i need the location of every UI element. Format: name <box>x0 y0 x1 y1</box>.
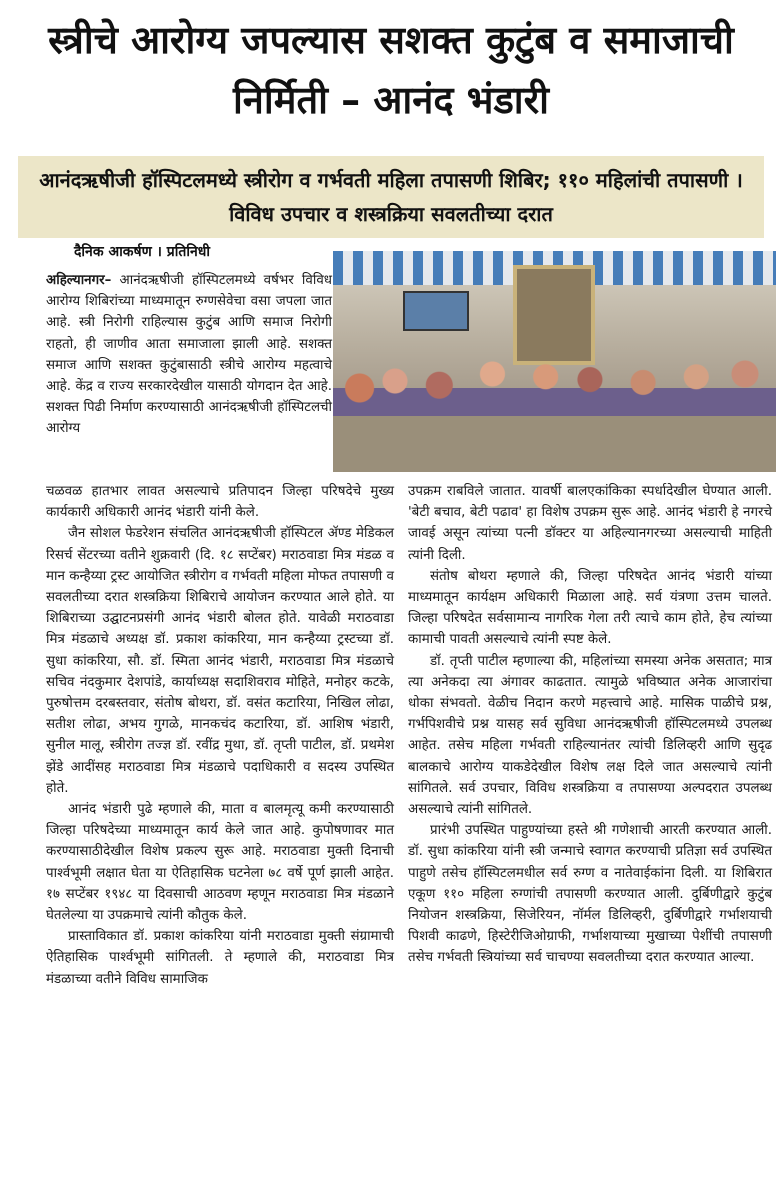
dateline-place: अहिल्यानगर– <box>46 273 112 288</box>
event-photo <box>333 251 776 472</box>
article-paragraph: डॉ. तृप्ती पाटील म्हणाल्या की, महिलांच्या समस्या अनेक असतात; मात्र त्या अनेकदा त्या अंगावर काढतात. त्यामुळे भविष्यात अनेक आजारांचा धोका संभवतो. वेळीच निदान करणे महत्त्वाचे आहे. मासिक पाळीचे प्रश्न, गर्भपिशवीचे प्रश्न यासह सर्व सुविधा आनंदऋषीजी हॉस्पिटलमध्ये उपलब्ध आहेत. तसेच महिला गर्भवती राहिल्यानंतर त्यांची डिलिव्हरी आणि सुदृढ बालकाचे आरोग्य याकडेदेखील विशेष लक्ष दिले जात असल्याचे त्यांनी सांगितले. सर्व उपचार, विविध शस्त्रक्रिया व तपासण्या अल्पदरात उपलब्ध असल्याचे त्यांनी सांगितले. <box>408 653 772 818</box>
article-column-right <box>408 481 772 969</box>
article-paragraph: प्रास्ताविकात डॉ. प्रकाश कांकरिया यांनी मराठवाडा मुक्ती संग्रामाची ऐतिहासिक पार्श्वभूमी सांगितली. ते म्हणाले की, मराठवाडा मित्र मंडळाच्या वतीने विविध सामाजिक <box>46 929 394 987</box>
photo-crowd <box>333 332 776 472</box>
article-paragraph: उपक्रम राबविले जातात. यावर्षी बालएकांकिका स्पर्धादेखील घेण्यात आली. 'बेटी बचाव, बेटी पढाव' हा विशेष उपक्रम सुरू आहे. आनंद भंडारी हे नगरचे जावई असून त्यांच्या पत्नी डॉक्टर या अहिल्यानगरच्या असल्याची माहिती त्यांनी दिली. <box>408 484 772 563</box>
article-paragraph: आनंद भंडारी पुढे म्हणाले की, माता व बालमृत्यू कमी करण्यासाठी जिल्हा परिषदेच्या माध्यमातून कार्य केले जात आहे. कुपोषणावर मात करण्यासाठीदेखील विशेष प्रकल्प सुरू आहे. मराठवाडा मुक्ती दिनाची पार्श्वभूमी लक्षात घेता या ऐतिहासिक घटनेला ७८ वर्षे पूर्ण झाली आहेत. १७ सप्टेंबर १९४८ या दिवसाची आठवण म्हणून मराठवाडा मित्र मंडळाने घेतलेल्या या उपक्रमाचे त्यांनी कौतुक केले. <box>46 802 394 924</box>
subheadline: आनंदऋषीजी हॉस्पिटलमध्ये स्त्रीरोग व गर्भवती महिला तपासणी शिबिर; ११० महिलांची तपासणी । विविध उपचार व शस्त्रक्रिया सवलतीच्या दरात <box>39 168 743 226</box>
article-paragraph: प्रारंभी उपस्थित पाहुण्यांच्या हस्ते श्री गणेशाची आरती करण्यात आली. डॉ. सुधा कांकरिया यांनी स्त्री जन्माचे स्वागत करण्याची प्रतिज्ञा सर्व उपस्थित पाहुणे तसेच हॉस्पिटलमधील सर्व रुग्ण व नातेवाईकांना दिली. या शिबिरात एकूण ११० महिला रुग्णांची तपासणी करण्यात आली. दुर्बिणीद्वारे कुटुंब नियोजन शस्त्रक्रिया, सिजेरियन, नॉर्मल डिलिव्हरी, दुर्बिणीद्वारे गर्भाशयाची पिशवी काढणे, हिस्टेरीजिओग्राफी, गर्भाशयाच्या मुखाच्या पेशींची तपासणी तसेच गर्भवती स्त्रियांच्या सर्व चाचण्या सवलतीच्या दरात करण्यात आल्या. <box>408 823 772 966</box>
article-paragraph: संतोष बोथरा म्हणाले की, जिल्हा परिषदेत आनंद भंडारी यांच्या माध्यमातून कार्यक्षम अधिकारी मिळाला आहे. सर्व यंत्रणा उत्तम चालते. जिल्हा परिषदेत सर्वसामान्य नागरिक गेला तरी त्याचे काम होते, हेच त्यांच्या कामाची पावती असल्याचे त्यांनी स्पष्ट केले. <box>408 568 772 648</box>
article-paragraph <box>46 270 332 440</box>
article-text: आनंदऋषीजी हॉस्पिटलमध्ये वर्षभर विविध आरोग्य शिबिरांच्या माध्यमातून रुग्णसेवेचा वसा जपला जात आहे. स्त्री निरोगी राहिल्यास कुटुंब आणि समाज निरोगी राहतो, ही जाणीव आता समाजाला झाली आहे. सशक्त समाज आणि सशक्त कुटुंबासाठी स्त्रीचे आरोग्य महत्वाचे आहे. केंद्र व राज्य सरकारदेखील यासाठी योगदान देत आहे. सशक्त पिढी निर्माण करण्यासाठी आनंदऋषीजी हॉस्पिटलची आरोग्य <box>46 273 332 437</box>
headline: स्त्रीचे आरोग्य जपल्यास सशक्त कुटुंब व समाजाची निर्मिती – आनंद भंडारी <box>48 18 734 122</box>
article-paragraph: चळवळ हातभार लावत असल्याचे प्रतिपादन जिल्हा परिषदेचे मुख्य कार्यकारी अधिकारी आनंद भंडारी यांनी केले. <box>46 484 394 521</box>
article-column-left <box>46 481 394 990</box>
byline: दैनिक आकर्षण । प्रतिनिधी <box>74 244 210 260</box>
photo-screen <box>403 291 469 331</box>
subheadline-box <box>18 156 764 238</box>
article-column-left-top <box>46 270 332 440</box>
article-paragraph: जैन सोशल फेडरेशन संचलित आनंदऋषीजी हॉस्पिटल ॲण्ड मेडिकल रिसर्च सेंटरच्या वतीने शुक्रवारी (दि. १८ सप्टेंबर) मराठवाडा मित्र मंडळ व मान कन्हैय्या ट्रस्ट आयोजित स्त्रीरोग व गर्भवती महिला मोफत तपासणी व सवलतीच्या दरात शस्त्रक्रिया शिबिराचे आयोजन करण्यात आले होते. या शिबिराच्या उद्घाटनप्रसंगी आनंद भंडारी बोलत होते. यावेळी मराठवाडा मित्र मंडळाचे अध्यक्ष डॉ. प्रकाश कांकरिया, मान कन्हैय्या ट्रस्टच्या डॉ. सुधा कांकरिया, सौ. डॉ. स्मिता आनंद भंडारी, मराठवाडा मित्र मंडळाचे सचिव नंदकुमार देशपांडे, कार्याध्यक्ष सदाशिवराव मोहिते, मनोहर कटके, पुरुषोत्तम दरबस्तवार, संतोष बोथरा, डॉ. वसंत कटारिया, निखिल लोढा, सतीश लोढा, अभय गुगळे, मानकचंद कटारिया, डॉ. आशिष भंडारी, सुनील मालू, स्त्रीरोग तज्ज्ञ डॉ. रवींद्र मुथा, डॉ. तृप्ती पाटील, डॉ. प्रथमेश झेंडे आदींसह मराठवाडा मित्र मंडळाचे पदाधिकारी व सदस्य उपस्थित होते. <box>46 526 394 796</box>
